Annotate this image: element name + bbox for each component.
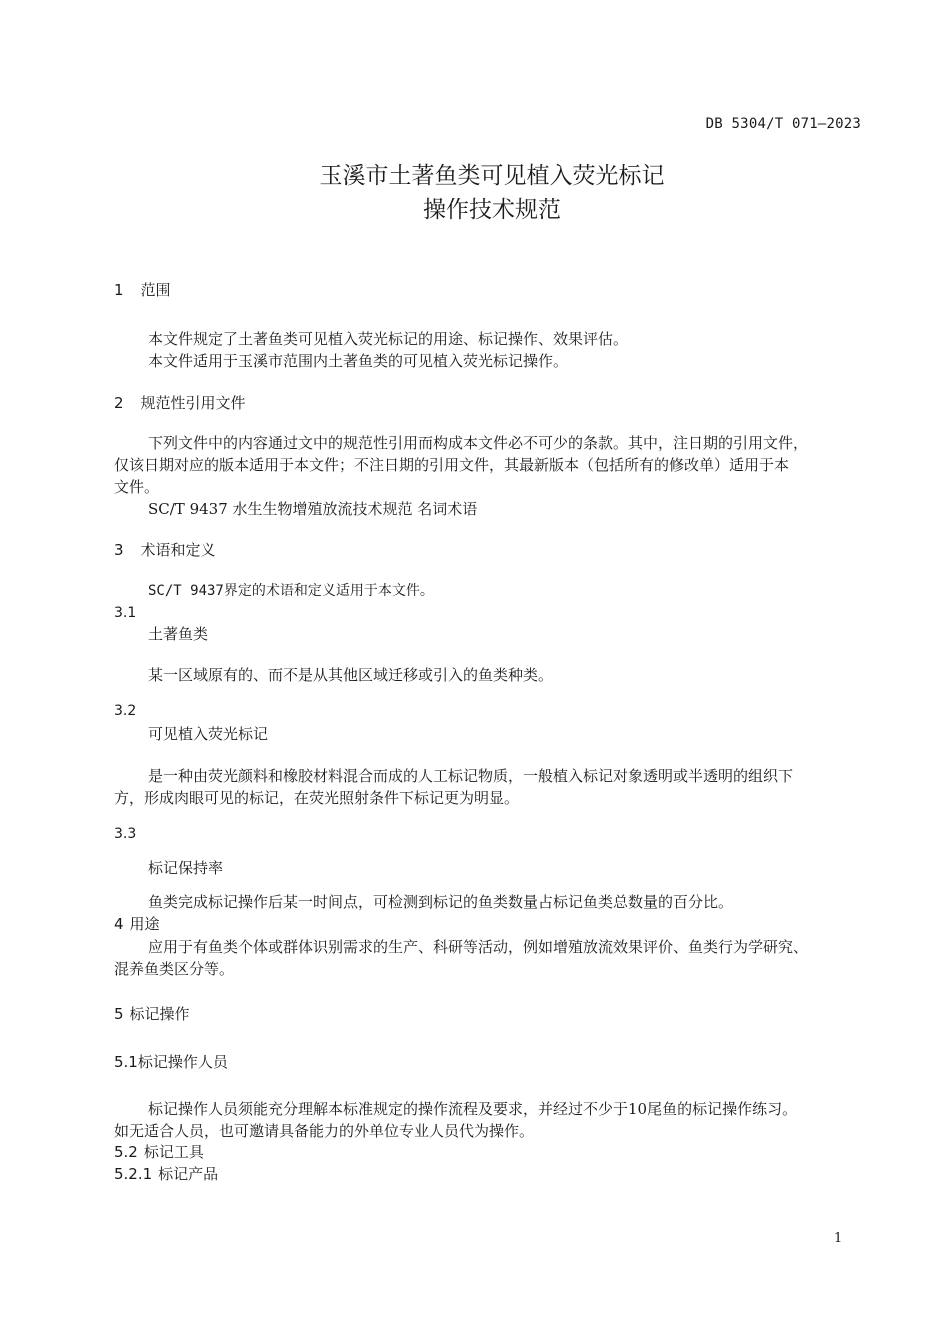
section-5-2-heading — [114, 1145, 204, 1160]
document-code: DB 5304/T 071—2023 — [705, 116, 861, 132]
section-number: 4 — [114, 915, 124, 933]
section-number: 2 — [114, 394, 124, 412]
section-number: 5.2.1 — [114, 1165, 153, 1183]
section-number: 3 — [114, 541, 124, 559]
section-number: 5.2 — [114, 1143, 138, 1161]
term-3-3-name: 标记保持率 — [148, 859, 224, 877]
section-4-heading — [114, 917, 160, 932]
section-title: 范围 — [140, 281, 171, 299]
section-title: 术语和定义 — [140, 541, 216, 559]
section-3-paragraph: SC/T 9437界定的术语和定义适用于本文件。 — [148, 583, 434, 599]
section-2-paragraph-line-3: 文件。 — [114, 478, 160, 496]
term-3-2-name: 可见植入荧光标记 — [148, 725, 269, 743]
section-title: 标记工具 — [143, 1143, 204, 1161]
term-3-3-definition: 鱼类完成标记操作后某一时间点，可检测到标记的鱼类数量占标记鱼类总数量的百分比。 — [148, 893, 734, 911]
section-4-paragraph-line-1: 应用于有鱼类个体或群体识别需求的生产、科研等活动，例如增殖放流效果评价、鱼类行为学研究、 — [148, 938, 809, 956]
section-5-1-paragraph-line-2: 如无适合人员，也可邀请具备能力的外单位专业人员代为操作。 — [114, 1122, 535, 1140]
section-title: 用途 — [129, 915, 160, 933]
section-5-1-paragraph-line-1: 标记操作人员须能充分理解本标准规定的操作流程及要求，并经过不少于10尾鱼的标记操作练习。 — [148, 1100, 798, 1118]
section-1-paragraph-2: 本文件适用于玉溪市范围内土著鱼类的可见植入荧光标记操作。 — [148, 352, 569, 370]
section-number: 1 — [114, 281, 124, 299]
term-3-1-definition: 某一区域原有的、而不是从其他区域迁移或引入的鱼类种类。 — [148, 666, 554, 684]
section-1-paragraph-1: 本文件规定了土著鱼类可见植入荧光标记的用途、标记操作、效果评估。 — [148, 330, 629, 348]
section-number: 5 — [114, 1005, 124, 1023]
section-title: 标记操作 — [129, 1005, 190, 1023]
normative-reference: SC/T 9437 水生生物增殖放流技术规范 名词术语 — [148, 500, 478, 518]
document-title-line-1: 玉溪市土著鱼类可见植入荧光标记 — [319, 163, 665, 189]
section-4-paragraph-line-2: 混养鱼类区分等。 — [114, 960, 235, 978]
section-title: 标记产品 — [158, 1165, 219, 1183]
section-1-heading — [114, 283, 171, 298]
section-5-1-heading — [114, 1055, 228, 1070]
term-3-2-definition-line-2: 方，形成肉眼可见的标记，在荧光照射条件下标记更为明显。 — [114, 789, 520, 807]
section-number: 5.1 — [114, 1053, 138, 1071]
section-5-2-1-heading — [114, 1167, 218, 1182]
term-3-3-number: 3.3 — [114, 826, 137, 842]
section-5-heading — [114, 1007, 190, 1022]
section-2-paragraph-line-1: 下列文件中的内容通过文中的规范性引用而构成本文件必不可少的条款。其中，注日期的引用文件， — [148, 434, 809, 452]
term-3-2-number: 3.2 — [114, 703, 137, 719]
section-2-paragraph-line-2: 仅该日期对应的版本适用于本文件；不注日期的引用文件，其最新版本（包括所有的修改单）适用于本 — [114, 456, 790, 474]
page-number: 1 — [834, 1231, 843, 1246]
document-title-line-2: 操作技术规范 — [423, 197, 561, 223]
term-3-2-definition-line-1: 是一种由荧光颜料和橡胶材料混合而成的人工标记物质，一般植入标记对象透明或半透明的组织下 — [148, 767, 794, 785]
section-3-heading — [114, 543, 216, 558]
section-2-heading — [114, 396, 246, 411]
term-3-1-number: 3.1 — [114, 605, 137, 621]
section-title: 标记操作人员 — [137, 1053, 228, 1071]
term-3-1-name: 土著鱼类 — [148, 625, 209, 643]
section-title: 规范性引用文件 — [140, 394, 246, 412]
